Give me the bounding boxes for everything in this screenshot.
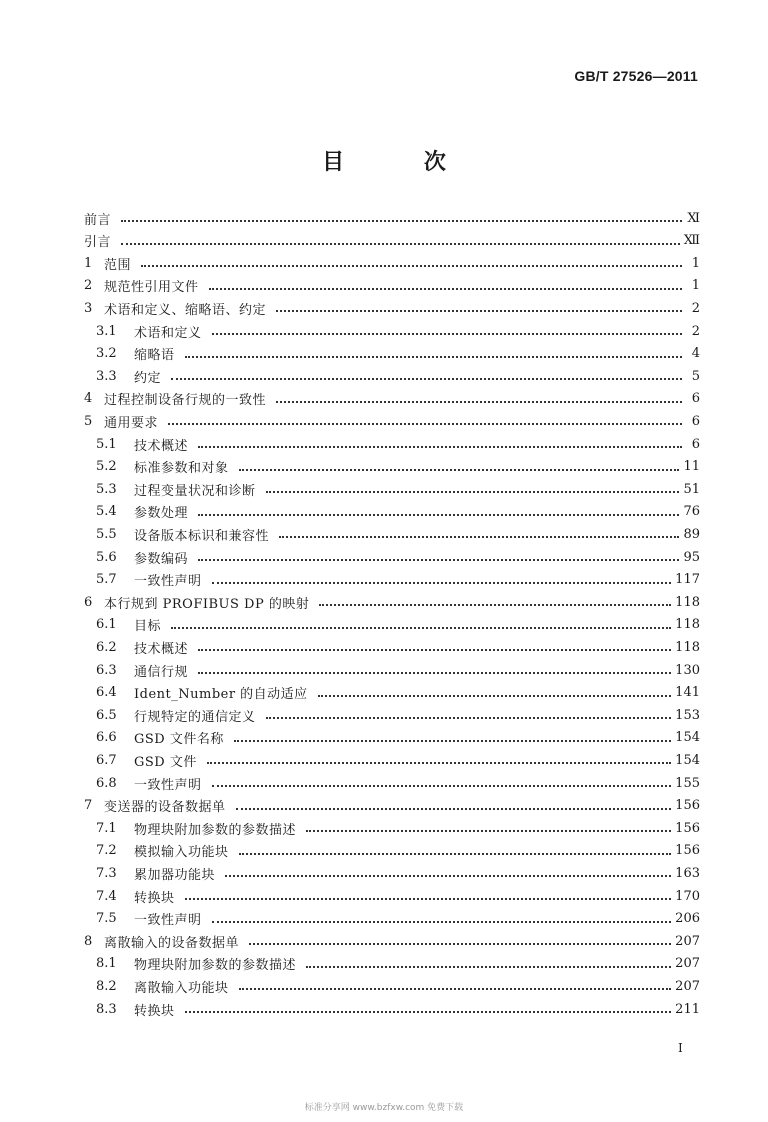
toc-entry-page: 130 [675, 662, 700, 678]
toc-entry[interactable] [84, 252, 700, 274]
toc-entry-number: 6.1 [96, 617, 117, 633]
toc-entry-page: 11 [683, 459, 700, 475]
toc-entry[interactable] [84, 930, 700, 952]
toc-entry-label: 参数编码 [134, 551, 189, 567]
toc-leader-dots [276, 401, 682, 403]
toc-entry-label: 物理块附加参数的参数描述 [134, 822, 297, 838]
toc-entry-page: 153 [675, 707, 700, 723]
toc-entry-number: 6.5 [96, 707, 117, 723]
toc-leader-dots [198, 446, 682, 448]
toc-entry-number: 3 [84, 300, 93, 316]
toc-entry-label: 术语和定义 [134, 325, 202, 341]
toc-leader-dots [234, 740, 671, 742]
toc-entry-label: 引言 [84, 235, 112, 251]
toc-entry-number: 8.2 [96, 978, 117, 994]
toc-entry[interactable] [84, 682, 700, 704]
document-code: GB/T 27526—2011 [574, 68, 698, 84]
toc-entry-number: 3.2 [96, 346, 117, 362]
toc-entry-page: 2 [691, 300, 700, 316]
toc-leader-dots [279, 536, 679, 538]
toc-entry-page: 155 [675, 775, 700, 791]
toc-entry-page: 207 [675, 956, 700, 972]
toc-entry-number: 5.2 [96, 459, 117, 475]
toc-entry[interactable] [84, 591, 700, 613]
toc-leader-dots [121, 243, 680, 245]
toc-entry-page: 156 [675, 843, 700, 859]
toc-entry-label: 规范性引用文件 [104, 280, 199, 296]
toc-entry-number: 4 [84, 391, 93, 407]
toc-entry[interactable] [84, 523, 700, 545]
page-title: 目 次 [322, 149, 482, 175]
toc-entry-label: 离散输入的设备数据单 [104, 935, 240, 951]
toc-entry-label: 参数处理 [134, 506, 189, 522]
toc-entry-label: 一致性声明 [134, 574, 202, 590]
toc-entry-number: 5.5 [96, 526, 117, 542]
toc-entry-label: 技术概述 [134, 438, 189, 454]
toc-entry-page: 117 [675, 572, 700, 588]
toc-entry-label: 转换块 [134, 890, 175, 906]
toc-entry-number: 6 [84, 594, 93, 610]
toc-entry-page: 5 [691, 368, 700, 384]
toc-entry-number: 5.3 [96, 481, 117, 497]
toc-entry-page: Ⅺ [687, 210, 700, 226]
toc-entry-number: 7.2 [96, 843, 117, 859]
toc-leader-dots [185, 356, 682, 358]
toc-entry-label: 前言 [84, 212, 112, 228]
toc-leader-dots [306, 966, 671, 968]
toc-entry-page: 118 [675, 639, 700, 655]
toc-entry[interactable] [84, 817, 700, 839]
toc-entry[interactable] [84, 727, 700, 749]
toc-entry-label: 一致性声明 [134, 777, 202, 793]
toc-entry[interactable] [84, 343, 700, 365]
toc-entry[interactable] [84, 953, 700, 975]
toc-leader-dots [212, 921, 672, 923]
toc-entry-label: GSD 文件名称 [134, 732, 224, 748]
toc-entry[interactable] [84, 569, 700, 591]
toc-entry-page: 51 [683, 481, 700, 497]
toc-entry[interactable] [84, 207, 700, 229]
toc-entry-label: 变送器的设备数据单 [104, 800, 226, 816]
toc-entry-page: 118 [675, 594, 700, 610]
toc-entry[interactable] [84, 908, 700, 930]
toc-entry[interactable] [84, 636, 700, 658]
toc-leader-dots [266, 717, 672, 719]
toc-entry[interactable] [84, 388, 700, 410]
toc-entry-number: 8.1 [96, 956, 117, 972]
toc-leader-dots [239, 853, 672, 855]
toc-entry[interactable] [84, 795, 700, 817]
toc-entry-label: 约定 [134, 370, 162, 386]
toc-leader-dots [198, 559, 679, 561]
toc-entry-number: 8 [84, 933, 93, 949]
toc-entry[interactable] [84, 433, 700, 455]
toc-entry-number: 6.6 [96, 730, 117, 746]
toc-entry-number: 6.8 [96, 775, 117, 791]
toc-leader-dots [212, 785, 672, 787]
toc-entry-number: 3.3 [96, 368, 117, 384]
toc-entry-label: GSD 文件 [134, 754, 197, 770]
toc-entry-label: 本行规到 PROFIBUS DP 的映射 [104, 596, 310, 612]
toc-entry-label: Ident_Number 的自动适应 [134, 687, 308, 703]
toc-entry[interactable] [84, 614, 700, 636]
toc-entry-page: 1 [691, 278, 700, 294]
toc-entry[interactable] [84, 501, 700, 523]
toc-entry-number: 5 [84, 413, 93, 429]
toc-entry[interactable] [84, 230, 700, 252]
toc-entry-number: 6.4 [96, 685, 117, 701]
toc-leader-dots [212, 582, 672, 584]
toc-entry-number: 8.3 [96, 1001, 117, 1017]
toc-entry-page: 2 [691, 323, 700, 339]
toc-entry-page: 207 [675, 978, 700, 994]
toc-entry-label: 一致性声明 [134, 913, 202, 929]
toc-entry-label: 过程控制设备行规的一致性 [104, 393, 267, 409]
toc-entry-label: 物理块附加参数的参数描述 [134, 958, 297, 974]
toc-entry-label: 通信行规 [134, 664, 189, 680]
toc-leader-dots [239, 988, 672, 990]
toc-leader-dots [198, 672, 671, 674]
toc-entry-page: 156 [675, 820, 700, 836]
toc-entry-label: 通用要求 [104, 415, 159, 431]
toc-entry[interactable] [84, 998, 700, 1020]
toc-leader-dots [141, 265, 682, 267]
toc-entry-page: 95 [683, 549, 700, 565]
toc-entry-label: 转换块 [134, 1003, 175, 1019]
toc-entry-page: 141 [675, 685, 700, 701]
toc-leader-dots [171, 627, 671, 629]
toc-entry[interactable] [84, 478, 700, 500]
toc-entry-number: 6.2 [96, 639, 117, 655]
toc-entry[interactable] [84, 749, 700, 771]
toc-entry[interactable] [84, 365, 700, 387]
page-number: Ⅰ [678, 1041, 683, 1055]
toc-entry-number: 7 [84, 798, 93, 814]
toc-entry[interactable] [84, 659, 700, 681]
toc-entry-number: 5.7 [96, 572, 117, 588]
toc-leader-dots [171, 378, 682, 380]
toc-entry-label: 累加器功能块 [134, 867, 216, 883]
toc-entry-page: 6 [691, 413, 700, 429]
toc-entry-page: 154 [675, 730, 700, 746]
toc-leader-dots [209, 288, 682, 290]
toc-entry-page: 118 [675, 617, 700, 633]
toc-entry-label: 行规特定的通信定义 [134, 709, 256, 725]
toc-leader-dots [319, 604, 671, 606]
toc-entry-page: 6 [691, 391, 700, 407]
toc-entry-page: 211 [675, 1001, 700, 1017]
toc-leader-dots [249, 943, 671, 945]
toc-leader-dots [225, 875, 671, 877]
toc-entry[interactable] [84, 975, 700, 997]
toc-leader-dots [318, 695, 671, 697]
toc-leader-dots [212, 333, 682, 335]
toc-entry-page: 156 [675, 798, 700, 814]
toc-entry[interactable] [84, 772, 700, 794]
toc-entry-page: 154 [675, 752, 700, 768]
toc-leader-dots [207, 762, 671, 764]
toc-entry-label: 离散输入功能块 [134, 980, 229, 996]
toc-entry-label: 标准参数和对象 [134, 461, 229, 477]
toc-entry-number: 7.5 [96, 911, 117, 927]
toc-entry-number: 5.4 [96, 504, 117, 520]
toc-entry-number: 7.3 [96, 865, 117, 881]
toc-leader-dots [185, 1011, 672, 1013]
toc-entry[interactable] [84, 704, 700, 726]
toc-entry-number: 5.6 [96, 549, 117, 565]
toc-entry[interactable] [84, 410, 700, 432]
toc-entry-page: 207 [675, 933, 700, 949]
toc-leader-dots [198, 649, 671, 651]
toc-entry-number: 5.1 [96, 436, 117, 452]
toc-leader-dots [121, 220, 682, 222]
toc-entry-page: 170 [675, 888, 700, 904]
toc-entry-page: 4 [691, 346, 700, 362]
toc-entry-label: 模拟输入功能块 [134, 845, 229, 861]
toc-leader-dots [236, 808, 672, 810]
toc-entry-label: 术语和定义、缩略语、约定 [104, 302, 267, 318]
toc-leader-dots [168, 423, 682, 425]
toc-entry-page: 6 [691, 436, 700, 452]
toc-entry[interactable] [84, 546, 700, 568]
toc-entry[interactable] [84, 297, 700, 319]
toc-leader-dots [306, 830, 671, 832]
toc-entry-label: 目标 [134, 619, 162, 635]
toc-entry-label: 缩略语 [134, 348, 175, 364]
toc-entry-label: 过程变量状况和诊断 [134, 483, 256, 499]
toc-entry-page: 1 [691, 255, 700, 271]
toc-leader-dots [185, 898, 672, 900]
toc-entry[interactable] [84, 456, 700, 478]
toc-entry[interactable] [84, 840, 700, 862]
toc-leader-dots [239, 469, 680, 471]
toc-entry-number: 6.7 [96, 752, 117, 768]
toc-entry-page: 206 [675, 911, 700, 927]
toc-entry-page: 76 [683, 504, 700, 520]
toc-entry-number: 7.1 [96, 820, 117, 836]
toc-entry-label: 设备版本标识和兼容性 [134, 528, 270, 544]
toc-entry-number: 1 [84, 255, 93, 271]
toc-entry-label: 技术概述 [134, 641, 189, 657]
toc-entry-page: Ⅻ [683, 233, 700, 249]
toc-leader-dots [276, 310, 682, 312]
toc-entry[interactable] [84, 275, 700, 297]
toc-entry[interactable] [84, 862, 700, 884]
footer-watermark: 标准分享网 www.bzfxw.com 免费下载 [304, 1103, 464, 1113]
toc-entry[interactable] [84, 885, 700, 907]
toc-entry-page: 89 [683, 526, 700, 542]
toc-entry-number: 7.4 [96, 888, 117, 904]
toc-entry-page: 163 [675, 865, 700, 881]
toc-leader-dots [198, 514, 679, 516]
toc-entry-number: 6.3 [96, 662, 117, 678]
toc-leader-dots [266, 491, 680, 493]
toc-entry[interactable] [84, 320, 700, 342]
toc-entry-number: 2 [84, 278, 93, 294]
toc-entry-label: 范围 [104, 257, 132, 273]
toc-entry-number: 3.1 [96, 323, 117, 339]
